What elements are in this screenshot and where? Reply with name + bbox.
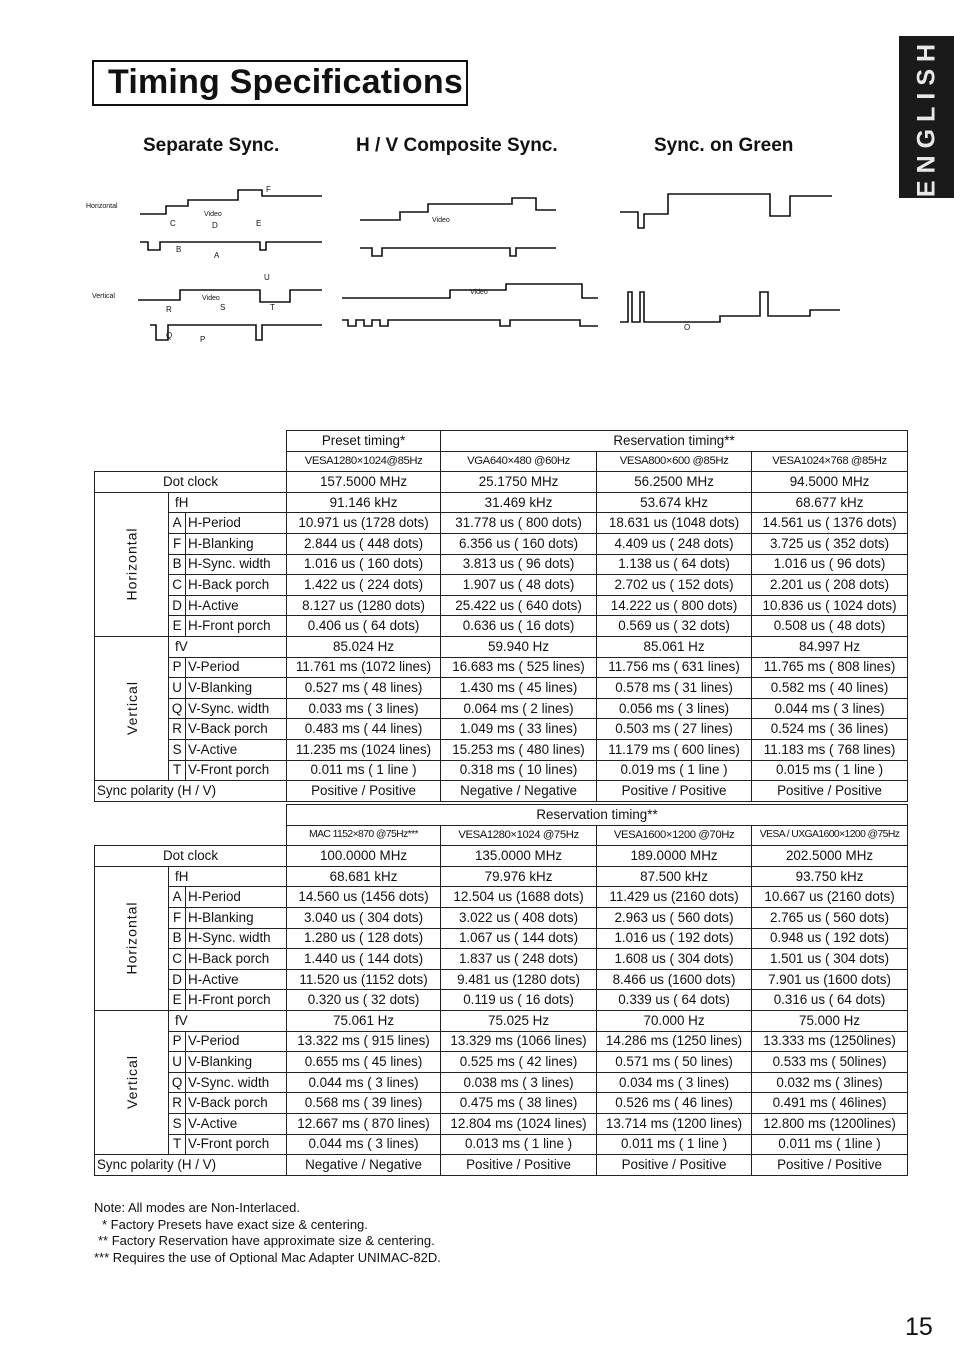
row-letter: P (169, 657, 186, 678)
cell-value: 1.430 ms ( 45 lines) (441, 678, 597, 699)
cell-value: 25.1750 MHz (441, 472, 597, 493)
cell-value: 8.127 us (1280 dots) (287, 595, 441, 616)
marker-e: E (256, 219, 262, 228)
cell-value: 13.322 ms ( 915 lines) (287, 1031, 441, 1052)
cell-value: 0.508 us ( 48 dots) (752, 616, 908, 637)
marker-s: S (220, 303, 226, 312)
mode-header: MAC 1152×870 @75Hz*** (287, 825, 441, 846)
cell-value: 0.011 ms ( 1 line ) (597, 1134, 752, 1155)
cell-value: 59.940 Hz (441, 636, 597, 657)
cell-value: Positive / Positive (597, 781, 752, 802)
cell-value: 0.533 ms ( 50lines) (752, 1052, 908, 1073)
cell-value: 0.571 ms ( 50 lines) (597, 1052, 752, 1073)
row-letter: A (169, 513, 186, 534)
language-tab (899, 36, 954, 198)
horizontal-label: Horizontal (86, 203, 118, 210)
cell-value: 1.422 us ( 224 dots) (287, 575, 441, 596)
cell-value: Positive / Positive (597, 1155, 752, 1176)
cell-value: 87.500 kHz (597, 866, 752, 887)
row-letter: U (169, 1052, 186, 1073)
cell-value: 3.813 us ( 96 dots) (441, 554, 597, 575)
table-row (95, 492, 908, 513)
cell-value: 0.044 ms ( 3 lines) (752, 698, 908, 719)
sep-h-video-wave (140, 190, 322, 214)
cell-value: 3.725 us ( 352 dots) (752, 533, 908, 554)
row-letter: Q (169, 1072, 186, 1093)
cell-value: Positive / Positive (441, 1155, 597, 1176)
table-row (95, 1010, 908, 1031)
cell-value: 13.329 ms (1066 lines) (441, 1031, 597, 1052)
horizontal-group-label (95, 866, 169, 1010)
cell-value: 1.138 us ( 64 dots) (597, 554, 752, 575)
cell-value: 0.483 ms ( 44 lines) (287, 719, 441, 740)
mode-header: VESA / UXGA1600×1200 @75Hz (752, 825, 908, 846)
row-letter: B (169, 554, 186, 575)
sep-v-video-text: Video (202, 295, 220, 302)
group-label-text: Vertical (123, 1055, 140, 1109)
cell-value: 0.011 ms ( 1 line ) (287, 760, 441, 781)
row-letter: R (169, 719, 186, 740)
row-letter: D (169, 969, 186, 990)
marker-t: T (270, 303, 275, 312)
table-row (95, 513, 908, 534)
cell-value: 0.527 ms ( 48 lines) (287, 678, 441, 699)
table-row (95, 928, 908, 949)
sep-v-sync-wave (150, 325, 322, 340)
cell-value: 85.061 Hz (597, 636, 752, 657)
cell-value: 0.491 ms ( 46lines) (752, 1093, 908, 1114)
cell-value: 11.765 ms ( 808 lines) (752, 657, 908, 678)
mode-header: VESA1600×1200 @70Hz (597, 825, 752, 846)
cell-value: 0.339 us ( 64 dots) (597, 990, 752, 1011)
mode-header: VESA800×600 @85Hz (597, 451, 752, 472)
cell-value: 25.422 us ( 640 dots) (441, 595, 597, 616)
marker-f: F (266, 185, 271, 194)
cell-value: 10.971 us (1728 dots) (287, 513, 441, 534)
cell-value: 2.201 us ( 208 dots) (752, 575, 908, 596)
table-row (95, 533, 908, 554)
sync-on-green-heading: Sync. on Green (654, 135, 794, 156)
note-line: Note: All modes are Non-Interlaced. (94, 1200, 300, 1215)
row-label: H-Back porch (186, 949, 287, 970)
row-label: V-Front porch (186, 1134, 287, 1155)
table-row (95, 739, 908, 760)
cell-value: 68.677 kHz (752, 492, 908, 513)
cell-value: 0.119 us ( 16 dots) (441, 990, 597, 1011)
cell-value: 0.406 us ( 64 dots) (287, 616, 441, 637)
row-label: H-Blanking (186, 907, 287, 928)
cell-value: 0.568 ms ( 39 lines) (287, 1093, 441, 1114)
reservation-header: Reservation timing** (441, 431, 908, 452)
green-v-wave (620, 292, 840, 322)
cell-value: 8.466 us (1600 dots) (597, 969, 752, 990)
cell-value: 0.034 ms ( 3 lines) (597, 1072, 752, 1093)
separate-sync-heading: Separate Sync. (143, 135, 280, 156)
cell-value: 1.049 ms ( 33 lines) (441, 719, 597, 740)
cell-value: 75.025 Hz (441, 1010, 597, 1031)
page-number: 15 (905, 1313, 933, 1341)
cell-value: 1.280 us ( 128 dots) (287, 928, 441, 949)
cell-value: 2.765 us ( 560 dots) (752, 907, 908, 928)
marker-d: D (212, 221, 218, 230)
row-label: H-Active (186, 969, 287, 990)
page-title: Timing Specifications (108, 63, 463, 101)
row-label: fH (169, 492, 287, 513)
cell-value: 0.526 ms ( 46 lines) (597, 1093, 752, 1114)
row-label: H-Front porch (186, 990, 287, 1011)
row-letter: P (169, 1031, 186, 1052)
cell-value: 1.016 us ( 160 dots) (287, 554, 441, 575)
cell-value: 0.064 ms ( 2 lines) (441, 698, 597, 719)
cell-value: 94.5000 MHz (752, 472, 908, 493)
cell-value: 0.524 ms ( 36 lines) (752, 719, 908, 740)
cell-value: 13.714 ms (1200 lines) (597, 1113, 752, 1134)
cell-value: 18.631 us (1048 dots) (597, 513, 752, 534)
marker-q: Q (166, 331, 173, 340)
cell-value: 0.044 ms ( 3 lines) (287, 1134, 441, 1155)
cell-value: 1.608 us ( 304 dots) (597, 949, 752, 970)
row-letter: S (169, 1113, 186, 1134)
table-row (95, 969, 908, 990)
table-row (95, 1155, 908, 1176)
cell-value: 1.016 us ( 192 dots) (597, 928, 752, 949)
composite-sync-heading: H / V Composite Sync. (356, 135, 558, 156)
cell-value: 6.356 us ( 160 dots) (441, 533, 597, 554)
row-letter: B (169, 928, 186, 949)
table-row (95, 846, 908, 867)
row-letter: E (169, 990, 186, 1011)
row-label: V-Active (186, 739, 287, 760)
cell-value: 135.0000 MHz (441, 846, 597, 867)
cell-value: 14.560 us (1456 dots) (287, 887, 441, 908)
cell-value: Negative / Negative (287, 1155, 441, 1176)
cell-value: 0.655 ms ( 45 lines) (287, 1052, 441, 1073)
marker-p: P (200, 335, 206, 344)
cell-value: 0.038 ms ( 3 lines) (441, 1072, 597, 1093)
table-row (95, 719, 908, 740)
table-row (95, 616, 908, 637)
cell-value: 75.000 Hz (752, 1010, 908, 1031)
table-row (95, 575, 908, 596)
cell-value: 189.0000 MHz (597, 846, 752, 867)
table-row (95, 636, 908, 657)
sep-h-video-text: Video (204, 211, 222, 218)
row-label: Dot clock (95, 472, 287, 493)
cell-value: 13.333 ms (1250lines) (752, 1031, 908, 1052)
cell-value: 11.761 ms (1072 lines) (287, 657, 441, 678)
cell-value: 10.667 us (2160 dots) (752, 887, 908, 908)
table-row (95, 1052, 908, 1073)
horizontal-group-label (95, 492, 169, 636)
mode-header: VESA1280×1024 @75Hz (441, 825, 597, 846)
cell-value: 0.033 ms ( 3 lines) (287, 698, 441, 719)
row-letter: F (169, 907, 186, 928)
cell-value: 11.429 us (2160 dots) (597, 887, 752, 908)
cell-value: 11.183 ms ( 768 lines) (752, 739, 908, 760)
cell-value: 2.702 us ( 152 dots) (597, 575, 752, 596)
row-label: fH (169, 866, 287, 887)
cell-value: 0.013 ms ( 1 line ) (441, 1134, 597, 1155)
table-row (95, 1031, 908, 1052)
cell-value: 79.976 kHz (441, 866, 597, 887)
marker-b: B (176, 245, 182, 254)
marker-c: C (170, 219, 176, 228)
table-row (95, 595, 908, 616)
cell-value: 2.844 us ( 448 dots) (287, 533, 441, 554)
cell-value: Positive / Positive (287, 781, 441, 802)
cell-value: 14.222 us ( 800 dots) (597, 595, 752, 616)
table-row (95, 1134, 908, 1155)
marker-o: O (684, 323, 691, 332)
cell-value: 15.253 ms ( 480 lines) (441, 739, 597, 760)
row-label: Dot clock (95, 846, 287, 867)
note-line: * Factory Presets have exact size & centering. (102, 1216, 368, 1232)
cell-value: 11.756 ms ( 631 lines) (597, 657, 752, 678)
table-row (95, 554, 908, 575)
group-label-text: Horizontal (123, 901, 140, 975)
cell-value: 3.040 us ( 304 dots) (287, 907, 441, 928)
language-tab-label: ENGLISH (912, 36, 940, 198)
cell-value: 1.016 us ( 96 dots) (752, 554, 908, 575)
cell-value: 0.569 us ( 32 dots) (597, 616, 752, 637)
cell-value: 0.056 ms ( 3 lines) (597, 698, 752, 719)
marker-a: A (214, 251, 220, 260)
row-label: H-Front porch (186, 616, 287, 637)
cell-value: 0.044 ms ( 3 lines) (287, 1072, 441, 1093)
cell-value: 91.146 kHz (287, 492, 441, 513)
row-letter: Q (169, 698, 186, 719)
header-spacer (95, 451, 287, 472)
cell-value: 0.011 ms ( 1line ) (752, 1134, 908, 1155)
note-line: ** Factory Reservation have approximate size & centering. (98, 1233, 435, 1248)
row-label: fV (169, 636, 287, 657)
table-row (95, 698, 908, 719)
cell-value: 9.481 us (1280 dots) (441, 969, 597, 990)
row-letter: C (169, 575, 186, 596)
cell-value: 56.2500 MHz (597, 472, 752, 493)
table-row (95, 907, 908, 928)
table-row (95, 1113, 908, 1134)
header-spacer (95, 825, 287, 846)
row-letter: F (169, 533, 186, 554)
cell-value: 1.837 us ( 248 dots) (441, 949, 597, 970)
mode-header: VESA1024×768 @85Hz (752, 451, 908, 472)
comp-h-video-text: Video (432, 217, 450, 224)
cell-value: 0.636 us ( 16 dots) (441, 616, 597, 637)
cell-value: 0.032 ms ( 3lines) (752, 1072, 908, 1093)
cell-value: 12.800 ms (1200lines) (752, 1113, 908, 1134)
row-label: V-Active (186, 1113, 287, 1134)
cell-value: 53.674 kHz (597, 492, 752, 513)
row-label: H-Period (186, 513, 287, 534)
timing-table-1 (94, 430, 908, 802)
table-row (95, 866, 908, 887)
row-label: H-Period (186, 887, 287, 908)
mode-header: VGA640×480 @60Hz (441, 451, 597, 472)
table-row (95, 678, 908, 699)
table-row (95, 760, 908, 781)
row-letter: S (169, 739, 186, 760)
cell-value: 1.907 us ( 48 dots) (441, 575, 597, 596)
row-label: V-Period (186, 657, 287, 678)
cell-value: 12.667 ms ( 870 lines) (287, 1113, 441, 1134)
cell-value: 3.022 us ( 408 dots) (441, 907, 597, 928)
cell-value: 93.750 kHz (752, 866, 908, 887)
cell-value: Positive / Positive (752, 1155, 908, 1176)
header-spacer (95, 431, 287, 452)
row-letter: T (169, 1134, 186, 1155)
row-letter: R (169, 1093, 186, 1114)
table-row (95, 781, 908, 802)
cell-value: 157.5000 MHz (287, 472, 441, 493)
row-letter: U (169, 678, 186, 699)
cell-value: 0.948 us ( 192 dots) (752, 928, 908, 949)
cell-value: 0.525 ms ( 42 lines) (441, 1052, 597, 1073)
cell-value: 0.320 us ( 32 dots) (287, 990, 441, 1011)
cell-value: 2.963 us ( 560 dots) (597, 907, 752, 928)
sep-h-sync-wave (140, 242, 322, 250)
row-label: fV (169, 1010, 287, 1031)
cell-value: Negative / Negative (441, 781, 597, 802)
cell-value: 12.804 ms (1024 lines) (441, 1113, 597, 1134)
cell-value: 0.578 ms ( 31 lines) (597, 678, 752, 699)
cell-value: 0.019 ms ( 1 line ) (597, 760, 752, 781)
cell-value: 14.286 ms (1250 lines) (597, 1031, 752, 1052)
row-label: V-Back porch (186, 719, 287, 740)
cell-value: 14.561 us ( 1376 dots) (752, 513, 908, 534)
row-label: Sync polarity (H / V) (95, 781, 287, 802)
cell-value: 1.501 us ( 304 dots) (752, 949, 908, 970)
cell-value: 85.024 Hz (287, 636, 441, 657)
cell-value: 0.015 ms ( 1 line ) (752, 760, 908, 781)
comp-v-sync-wave (342, 320, 598, 326)
table-row (95, 1093, 908, 1114)
cell-value: 11.179 ms ( 600 lines) (597, 739, 752, 760)
cell-value: 0.475 ms ( 38 lines) (441, 1093, 597, 1114)
row-label: H-Active (186, 595, 287, 616)
cell-value: 31.778 us ( 800 dots) (441, 513, 597, 534)
row-label: V-Blanking (186, 1052, 287, 1073)
row-label: V-Sync. width (186, 698, 287, 719)
table-row (95, 990, 908, 1011)
row-label: V-Blanking (186, 678, 287, 699)
title-box (92, 60, 468, 106)
marker-u: U (264, 273, 270, 282)
row-label: H-Blanking (186, 533, 287, 554)
cell-value: 31.469 kHz (441, 492, 597, 513)
cell-value: 10.836 us ( 1024 dots) (752, 595, 908, 616)
cell-value: 16.683 ms ( 525 lines) (441, 657, 597, 678)
row-label: H-Sync. width (186, 928, 287, 949)
comp-h-sync-wave (360, 248, 556, 256)
row-letter: A (169, 887, 186, 908)
cell-value: 75.061 Hz (287, 1010, 441, 1031)
header-spacer (95, 805, 287, 826)
cell-value: 0.582 ms ( 40 lines) (752, 678, 908, 699)
row-label: H-Back porch (186, 575, 287, 596)
sep-v-video-wave (138, 290, 322, 302)
table-row (95, 949, 908, 970)
table-row (95, 1072, 908, 1093)
row-label: H-Sync. width (186, 554, 287, 575)
note-line: *** Requires the use of Optional Mac Adapter UNIMAC-82D. (94, 1249, 441, 1265)
row-letter: C (169, 949, 186, 970)
cell-value: 0.318 ms ( 10 lines) (441, 760, 597, 781)
row-letter: D (169, 595, 186, 616)
group-label-text: Horizontal (123, 527, 140, 601)
cell-value: 202.5000 MHz (752, 846, 908, 867)
cell-value: 70.000 Hz (597, 1010, 752, 1031)
timing-diagrams (80, 170, 860, 360)
cell-value: 1.067 us ( 144 dots) (441, 928, 597, 949)
cell-value: 7.901 us (1600 dots) (752, 969, 908, 990)
cell-value: 100.0000 MHz (287, 846, 441, 867)
table-row (95, 887, 908, 908)
vertical-group-label (95, 1010, 169, 1154)
row-label: Sync polarity (H / V) (95, 1155, 287, 1176)
marker-r: R (166, 305, 172, 314)
row-label: V-Back porch (186, 1093, 287, 1114)
green-h-wave (620, 194, 832, 228)
table-row (95, 472, 908, 493)
cell-value: 12.504 us (1688 dots) (441, 887, 597, 908)
reservation-header: Reservation timing** (287, 805, 908, 826)
cell-value: 11.235 ms (1024 lines) (287, 739, 441, 760)
row-label: V-Sync. width (186, 1072, 287, 1093)
cell-value: 11.520 us (1152 dots) (287, 969, 441, 990)
timing-table-2 (94, 804, 908, 1176)
cell-value: 68.681 kHz (287, 866, 441, 887)
row-label: V-Period (186, 1031, 287, 1052)
notes (94, 1200, 441, 1266)
cell-value: 0.316 us ( 64 dots) (752, 990, 908, 1011)
row-letter: T (169, 760, 186, 781)
comp-h-video-wave (360, 198, 556, 220)
vertical-group-label (95, 636, 169, 780)
vertical-label: Vertical (92, 293, 115, 300)
table-row (95, 657, 908, 678)
cell-value: 0.503 ms ( 27 lines) (597, 719, 752, 740)
cell-value: 1.440 us ( 144 dots) (287, 949, 441, 970)
preset-header: Preset timing* (287, 431, 441, 452)
row-label: V-Front porch (186, 760, 287, 781)
cell-value: Positive / Positive (752, 781, 908, 802)
cell-value: 4.409 us ( 248 dots) (597, 533, 752, 554)
cell-value: 84.997 Hz (752, 636, 908, 657)
row-letter: E (169, 616, 186, 637)
mode-header: VESA1280×1024@85Hz (287, 451, 441, 472)
comp-v-video-text: Video (470, 289, 488, 296)
group-label-text: Vertical (123, 681, 140, 735)
